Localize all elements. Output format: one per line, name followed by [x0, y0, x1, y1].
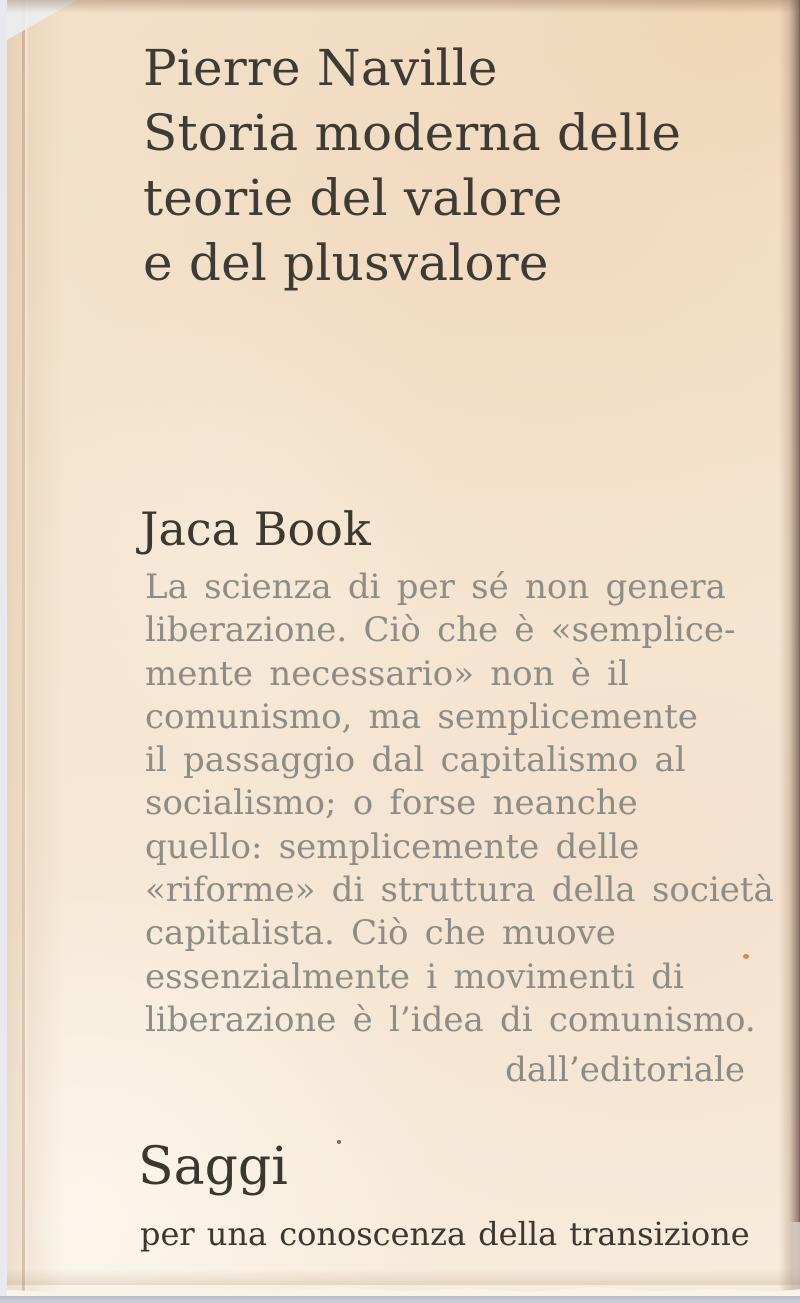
quote-line: mente necessario» non è il: [145, 653, 629, 694]
scanner-bottom-strip: [0, 1296, 800, 1303]
quote-line: capitalista. Ciò che muove: [145, 913, 616, 954]
top-edge-shadow: [7, 0, 800, 13]
spine-fold-shading: [7, 0, 65, 1297]
quote-line: il passaggio dal capitalismo al: [145, 740, 686, 781]
book-cover: [7, 0, 800, 1297]
publisher-name: Jaca Book: [140, 502, 371, 556]
bottom-edge-shadow: [7, 1269, 800, 1285]
right-edge-bottom-wear: [784, 1222, 800, 1297]
series-subtitle: per una conoscenza della transizione: [140, 1215, 750, 1253]
right-edge-shadow: [779, 0, 800, 1297]
quote-attribution: dall’editoriale: [505, 1050, 745, 1090]
quote-line: essenzialmente i movimenti di: [145, 956, 684, 997]
quote-line: liberazione è l’idea di comunismo.: [145, 999, 756, 1040]
series-title: Saggi: [138, 1137, 288, 1197]
author-name: Pierre Naville: [143, 39, 498, 97]
quote-line: La scienza di per sé non genera: [145, 567, 726, 607]
spine-crease-line: [22, 0, 25, 1297]
stain: [337, 1140, 341, 1144]
title-block: [143, 36, 681, 296]
quote-line: quello: semplicemente delle: [145, 826, 640, 867]
quote-line: comunismo, ma semplicemente: [145, 696, 698, 737]
quote-line: liberazione. Ciò che è «semplice-: [145, 610, 736, 651]
editorial-quote: [145, 566, 774, 1042]
scanner-background-strip: [0, 0, 7, 1303]
title-line: teorie del valore: [143, 169, 563, 227]
quote-line: «riforme» di struttura della società: [145, 870, 774, 911]
title-line: e del plusvalore: [143, 234, 549, 292]
quote-line: socialismo; o forse neanche: [145, 783, 638, 824]
title-line: Storia moderna delle: [143, 104, 682, 162]
